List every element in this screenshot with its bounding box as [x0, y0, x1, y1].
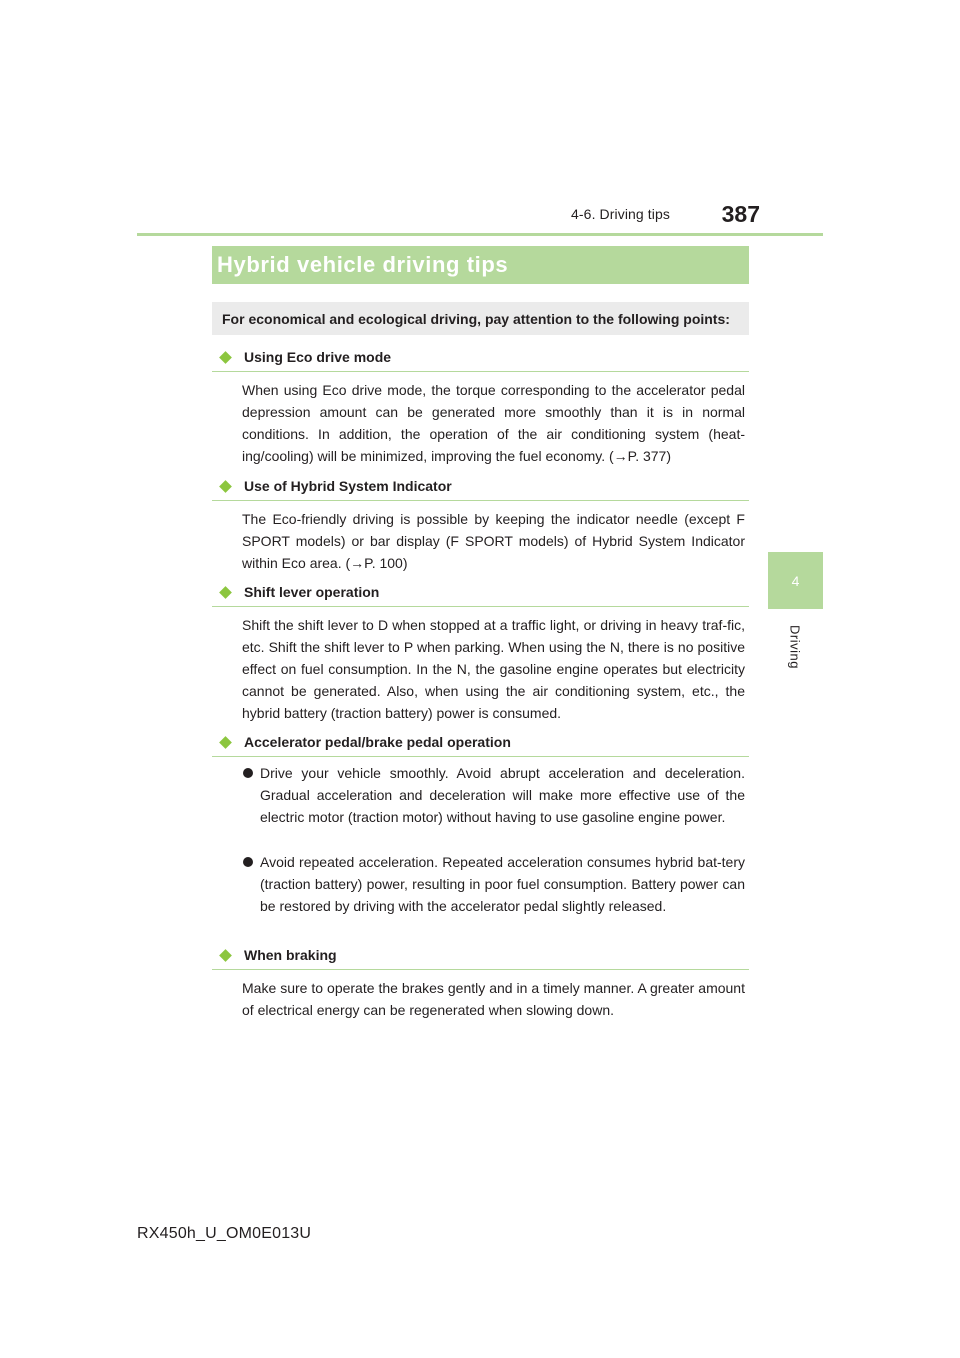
section-paragraph: The Eco-friendly driving is possible by keeping the indicator needle (except F SPORT models) or bar display (F SPORT models) of Hybrid System Indicator within Eco area. (→P. 100) [242, 511, 745, 571]
list-item [242, 851, 745, 917]
section-paragraph: Make sure to operate the brakes gently and in a timely manner. A greater amount of electrical energy can be regenerated when slowing down. [242, 980, 745, 1018]
list-item-text: Drive your vehicle smoothly. Avoid abrupt acceleration and deceleration. Gradual acceleration and deceleration will make more effective use of the electric motor (traction motor) without having to use gasoline engine power. [260, 765, 745, 825]
diamond-bullet-icon [219, 480, 232, 493]
bullet-dot-icon [243, 768, 253, 778]
header-section-title: 4-6. Driving tips [571, 206, 670, 222]
header-divider [137, 233, 823, 236]
section-heading-text: Accelerator pedal/brake pedal operation [244, 734, 511, 750]
section-heading [212, 584, 749, 607]
section-paragraph: Shift the shift lever to D when stopped at a traffic light, or driving in heavy traf-fic, etc. Shift the shift lever to P when parking. When using the N, there is no positive effect on fuel consumption. In the N, the gasoline engine operates but electricity cannot be generated. Also, when using the air conditioning system, etc., the hybrid battery (traction battery) power is consumed. [242, 617, 745, 721]
section-heading [212, 734, 749, 757]
page-number: 387 [721, 201, 760, 227]
section-heading-text: Use of Hybrid System Indicator [244, 478, 452, 494]
diamond-bullet-icon [219, 949, 232, 962]
chapter-label-text: Driving [787, 625, 803, 669]
section-heading [212, 478, 749, 501]
chapter-number: 4 [791, 572, 800, 589]
diamond-bullet-icon [219, 586, 232, 599]
section-heading-text: When braking [244, 947, 337, 963]
bullet-dot-icon [243, 857, 253, 867]
document-code: RX450h_U_OM0E013U [137, 1225, 312, 1242]
page-title: Hybrid vehicle driving tips [212, 246, 749, 284]
section-heading-text: Shift lever operation [244, 584, 380, 600]
section-paragraph: When using Eco drive mode, the torque corresponding to the accelerator pedal depression amount can be generated more smoothly than it is in normal conditions. In addition, the operation of the air conditioning system (heat-ing/cooling) will be minimized, improving the fuel economy. (→P. 377) [242, 382, 745, 464]
list-item-text: Avoid repeated acceleration. Repeated acceleration consumes hybrid bat-tery (traction battery) power, resulting in poor fuel consumption. Battery power can be restored by driving with the accelerator pedal slightly released. [260, 854, 745, 914]
intro-box: For economical and ecological driving, pay attention to the following points: [212, 302, 749, 335]
section-heading [212, 349, 749, 372]
section-heading [212, 947, 749, 970]
list-item [242, 762, 745, 828]
chapter-label [768, 612, 823, 682]
section-heading-text: Using Eco drive mode [244, 349, 392, 365]
diamond-bullet-icon [219, 736, 232, 749]
diamond-bullet-icon [219, 351, 232, 364]
chapter-tab [768, 552, 823, 609]
